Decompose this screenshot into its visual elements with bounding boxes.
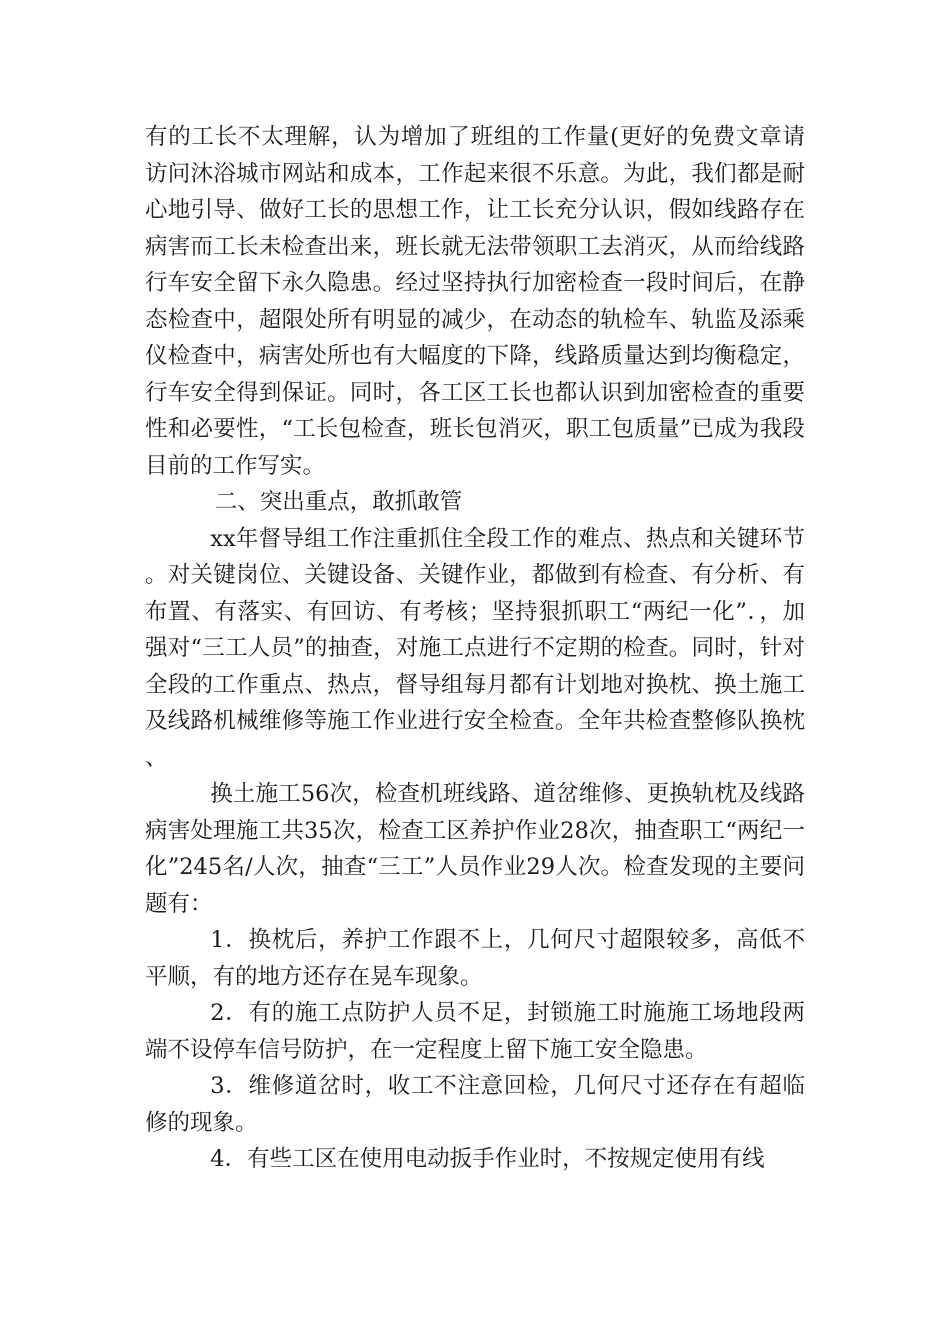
section-heading: 二、突出重点，敢抓敢管 [214, 489, 463, 515]
document-body [145, 119, 805, 1178]
issue-item-4: 4．有些工区在使用电动扳手作业时，不按规定使用有线 [210, 1146, 765, 1172]
paragraph-key-points: xx年督导组工作注重抓住全段工作的难点、热点和关键环节。对关键岗位、关键设备、关键作业，都做到有检查、有分析、有布置、有落实、有回访、有考核；坚持狠抓职工“两纪一化”．，加强对“三工人员”的抽查，对施工点进行不定期的检查。同时，针对全段的工作重点、热点，督导组每月都有计划地对换枕、换土施工及线路机械维修等施工作业进行安全检查。全年共检查整修队换枕、 [145, 525, 805, 771]
issue-item-2: 2．有的施工点防护人员不足，封锁施工时施施工场地段两端不设停车信号防护，在一定程度上留下施工安全隐患。 [145, 1000, 805, 1063]
paragraph-continuation: 有的工长不太理解，认为增加了班组的工作量(更好的免费文章请访问沐浴城市网站和成本，工作起来很不乐意。为此，我们都是耐心地引导、做好工长的思想工作，让工长充分认识，假如线路存在病害而工长未检查出来，班长就无法带领职工去消灭，从而给线路行车安全留下永久隐患。经过坚持执行加密检查一段时间后，在静态检查中，超限处所有明显的减少，在动态的轨检车、轨监及添乘仪检查中，病害处所也有大幅度的下降，线路质量达到均衡稳定，行车安全得到保证。同时，各工区工长也都认识到加密检查的重要性和必要性，“工长包检查，班长包消灭，职工包质量”已成为我段目前的工作写实。 [145, 124, 805, 479]
paragraph-inspection-stats: 换土施工56次，检查机班线路、道岔维修、更换轨枕及线路病害处理施工共35次，检查工区养护作业28次，抽查职工“两纪一化”245名/人次，抽查“三工”人员作业29人次。检查发现的主要问题有： [145, 781, 805, 917]
issue-item-3: 3．维修道岔时，收工不注意回检，几何尺寸还存在有超临修的现象。 [145, 1073, 805, 1136]
issue-item-1: 1．换枕后，养护工作跟不上，几何尺寸超限较多，高低不平顺，有的地方还存在晃车现象。 [145, 927, 805, 990]
